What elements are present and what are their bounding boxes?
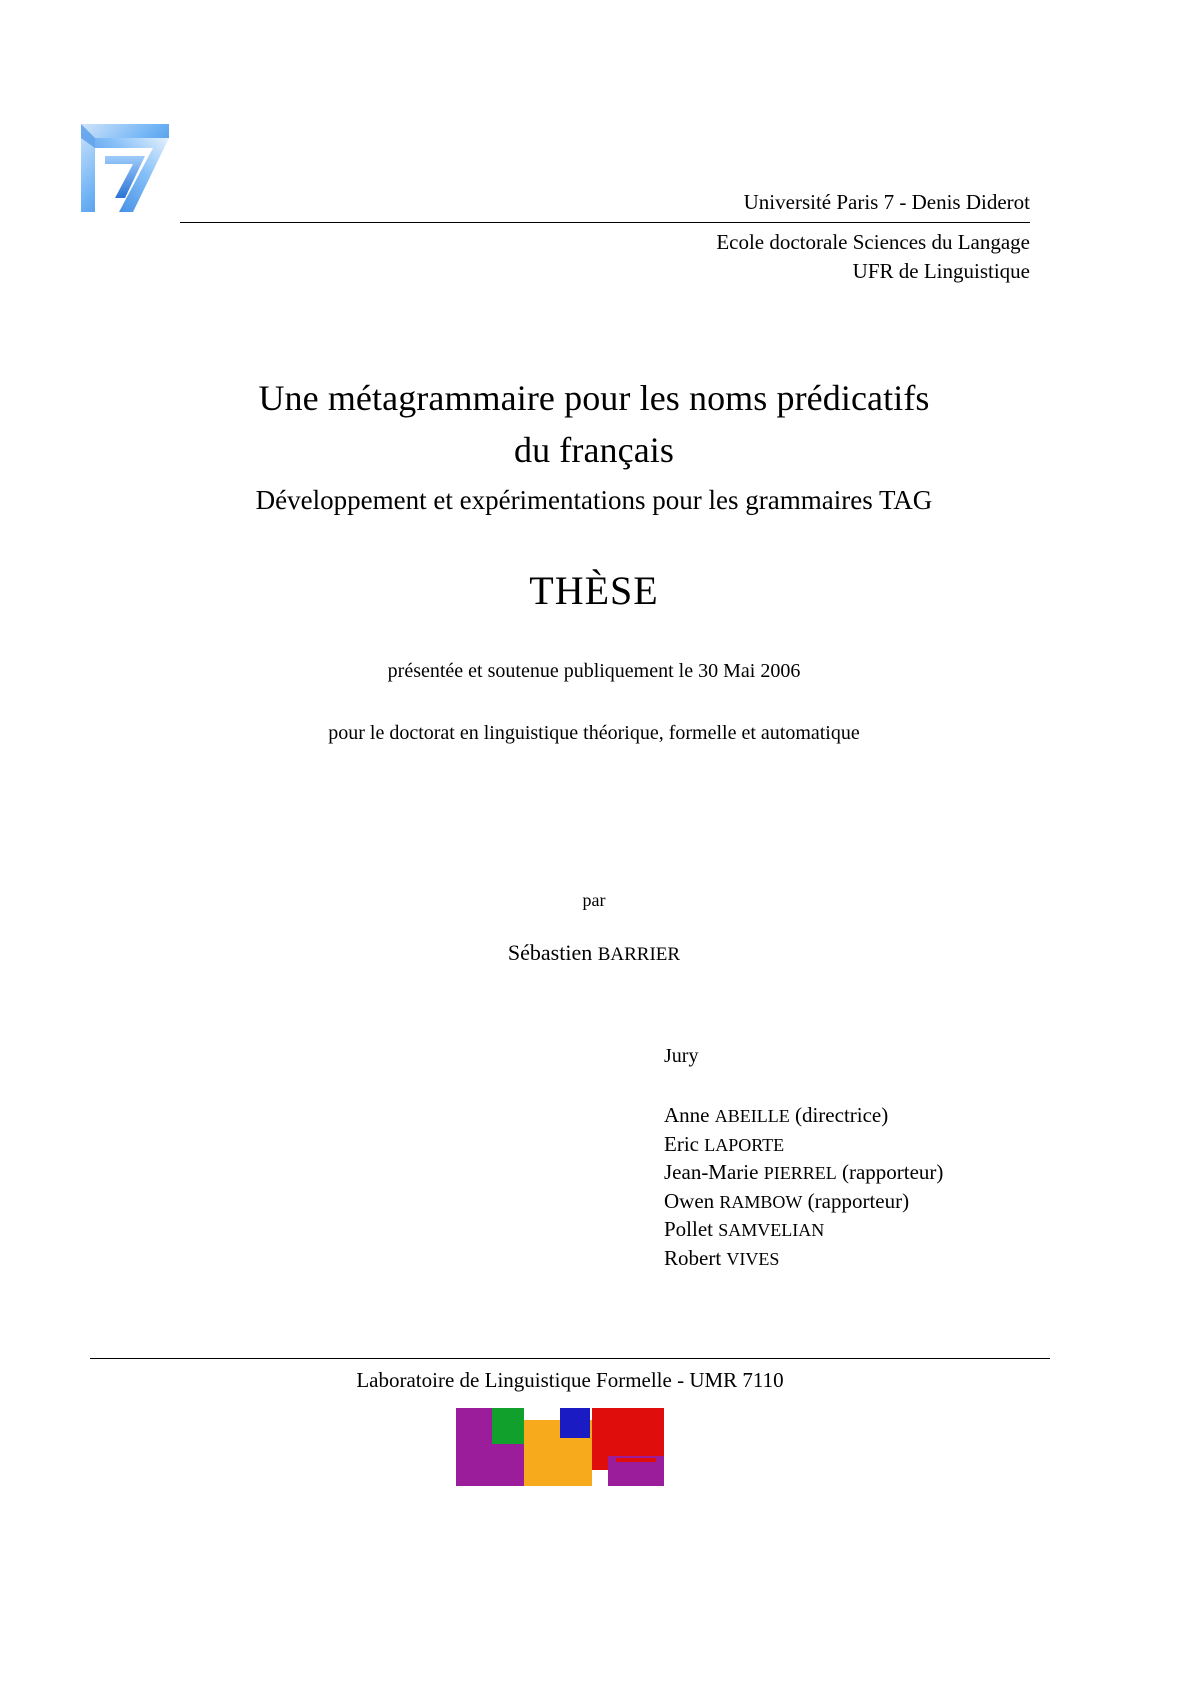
jury-member (664, 1188, 1124, 1217)
university-paris-7-logo (75, 118, 175, 218)
jury-member-first: Eric (664, 1131, 705, 1156)
jury-member-role: (rapporteur) (836, 1160, 944, 1184)
thesis-title-line-1: Une métagrammaire pour les noms prédicatifs (258, 378, 930, 418)
jury-member-last: LAPORTE (704, 1134, 785, 1155)
jury-member (664, 1245, 1124, 1274)
thesis-title-block (94, 372, 1094, 522)
footer-divider (90, 1358, 1050, 1359)
jury-member-last: SAMVELIAN (718, 1220, 825, 1240)
jury-member-last: PIERREL (763, 1163, 837, 1183)
jury-member-last: ABEILLE (714, 1106, 790, 1126)
jury-member-first: Pollet (664, 1217, 719, 1241)
by-label: par (582, 890, 606, 910)
jury-member-first: Jean-Marie (664, 1160, 764, 1184)
jury-member (664, 1131, 1124, 1160)
jury-member-role: (rapporteur) (802, 1188, 910, 1213)
jury-member-last: RAMBOW (719, 1191, 803, 1212)
document-type: THÈSE (529, 568, 659, 613)
llf-color-blocks-logo (456, 1408, 664, 1486)
thesis-title-line-2: du français (513, 430, 675, 470)
author-first-name: Sébastien (507, 940, 598, 965)
jury-member (664, 1159, 1124, 1188)
jury-member-first: Anne (664, 1103, 715, 1127)
logo-block-green (492, 1408, 526, 1444)
doctoral-school: Ecole doctorale Sciences du Langage (716, 230, 1030, 254)
jury-member (664, 1216, 1124, 1245)
university-name: Université Paris 7 - Denis Diderot (180, 188, 1030, 223)
author-last-name: BARRIER (597, 944, 681, 965)
degree-statement: pour le doctorat en linguistique théorique, formelle et automatique (328, 722, 860, 744)
defense-statement: présentée et soutenue publiquement le 30 Mai 2006 (387, 660, 801, 682)
jury-member-last: VIVES (726, 1248, 780, 1269)
thesis-subtitle: Développement et expérimentations pour les grammaires TAG (255, 485, 933, 515)
header-institution-block (180, 188, 1030, 286)
logo-block-blue (560, 1408, 590, 1438)
department-name: UFR de Linguistique (852, 259, 1030, 283)
jury-heading: Jury (664, 1045, 699, 1067)
page-header (0, 108, 1188, 308)
jury-member (664, 1102, 1124, 1131)
jury-section (664, 1042, 1124, 1273)
jury-member-first: Robert (664, 1245, 727, 1270)
jury-member-first: Owen (664, 1188, 720, 1213)
laboratory-name: Laboratoire de Linguistique Formelle - UMR 7110 (356, 1368, 784, 1392)
author-name (94, 940, 1094, 966)
logo-block-red-notch (616, 1458, 656, 1462)
jury-member-role: (directrice) (789, 1103, 889, 1127)
